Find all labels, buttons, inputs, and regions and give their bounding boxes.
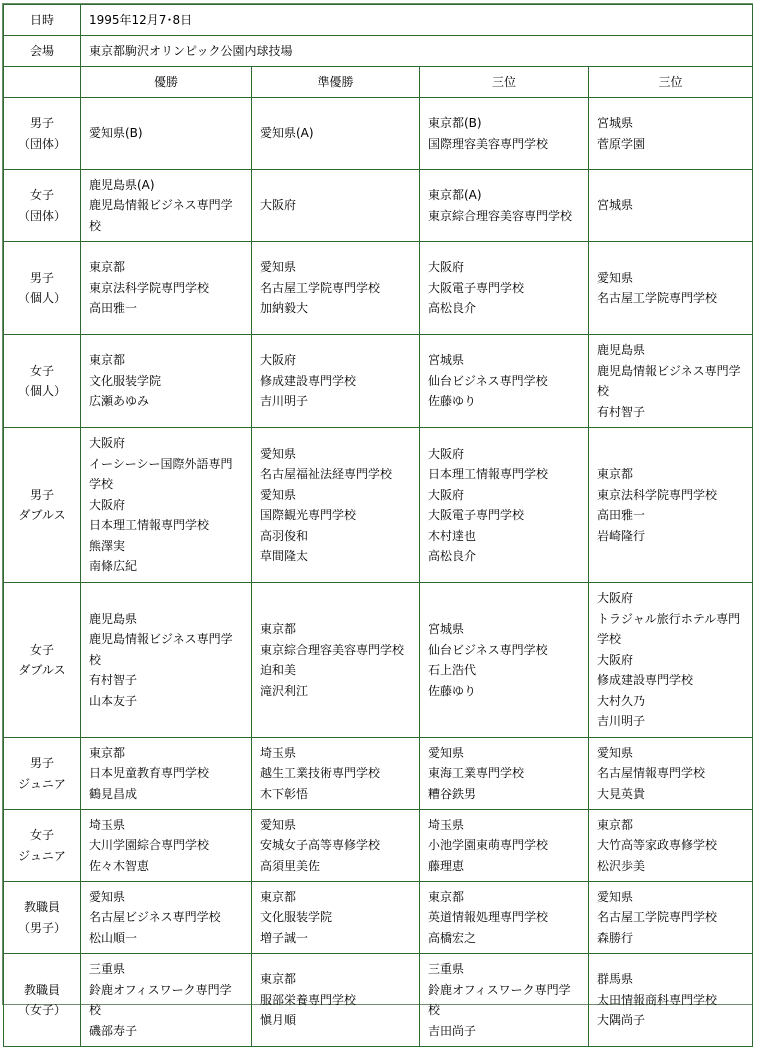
result-cell-winner — [81, 170, 252, 242]
category-label — [4, 170, 81, 242]
result-line: 小池学園東萌専門学校 — [428, 838, 549, 853]
result-cell-third-a — [420, 810, 589, 882]
result-line: 広瀬あゆみ — [89, 394, 150, 409]
result-line: 佐々木智恵 — [89, 858, 150, 873]
result-line: 山本友子 — [89, 693, 138, 708]
result-cell-third-b — [589, 738, 753, 810]
category-label-line: 男子 — [29, 756, 54, 770]
category-label-line: （女子） — [17, 1003, 66, 1017]
result-line: 岩崎隆行 — [597, 528, 646, 543]
result-line: 宮城県 — [428, 353, 465, 368]
result-line: 大村久乃 — [597, 693, 646, 708]
result-line: 宮城県 — [597, 116, 634, 130]
result-cell-third-a — [420, 98, 589, 170]
result-line: 磯部寿子 — [89, 1023, 138, 1038]
result-row — [4, 583, 753, 738]
result-line: 熊澤実 — [89, 538, 126, 553]
category-label-line: 教職員 — [23, 900, 60, 914]
category-label-line: 男子 — [29, 116, 54, 130]
result-row — [4, 242, 753, 335]
result-line: 鈴鹿オフィスワーク専門学校 — [89, 982, 232, 1017]
result-cell-third-b — [589, 882, 753, 954]
result-line: 藤理恵 — [428, 858, 465, 873]
venue-row — [4, 36, 753, 67]
result-line: 東京都 — [260, 972, 297, 987]
result-line: 高松良介 — [428, 301, 477, 316]
result-line: 愛知県 — [89, 889, 126, 904]
result-line: 大阪府 — [89, 436, 126, 451]
result-line: 石上浩代 — [428, 663, 477, 677]
result-cell-runner-up — [252, 954, 420, 1047]
result-line: 高羽俊和 — [260, 528, 309, 543]
result-line: 東京綜合理容美容専門学校 — [428, 208, 573, 223]
category-label-line: ダブルス — [18, 508, 66, 522]
result-line: 日本理工情報専門学校 — [428, 467, 549, 481]
category-label — [4, 738, 81, 810]
result-line: 佐藤ゆり — [428, 394, 477, 409]
category-label-line: 女子 — [29, 642, 54, 657]
result-line: 木下彰悟 — [260, 786, 309, 801]
result-line: 高橋宏之 — [428, 930, 477, 945]
result-cell-third-b — [589, 242, 753, 335]
result-cell-runner-up — [252, 335, 420, 428]
result-cell-runner-up — [252, 98, 420, 170]
result-line: 大阪府 — [428, 260, 465, 275]
result-line: 大阪府 — [428, 487, 465, 502]
result-line: 大川学園綜合専門学校 — [89, 838, 210, 853]
result-line: 埼玉県 — [89, 817, 126, 832]
result-line: 東京綜合理容美容専門学校 — [260, 642, 405, 657]
category-label-line: ダブルス — [18, 663, 66, 677]
result-line: 東京都 — [428, 889, 465, 904]
result-line: 大阪府 — [428, 446, 465, 461]
result-cell-winner — [81, 98, 252, 170]
result-line: 日本理工情報専門学校 — [89, 518, 210, 533]
result-line: 東京都 — [89, 260, 126, 275]
result-line: 吉川明子 — [260, 394, 309, 409]
venue-value: 東京都駒沢オリンピック公園内球技場 — [81, 36, 753, 67]
category-label — [4, 335, 81, 428]
category-label-line: 女子 — [29, 363, 54, 378]
result-line: 鈴鹿オフィスワーク専門学校 — [428, 982, 571, 1017]
result-line: 愛知県 — [597, 889, 634, 904]
date-row — [4, 5, 753, 36]
result-line: 文化服装学院 — [260, 910, 333, 925]
result-row — [4, 428, 753, 583]
result-cell-third-a — [420, 335, 589, 428]
result-line: 糟谷鉄男 — [428, 786, 477, 801]
result-line: 太田情報商科専門学校 — [597, 992, 718, 1007]
category-label-line: （個人） — [17, 384, 66, 398]
result-cell-winner — [81, 335, 252, 428]
result-line: 愛知県 — [260, 260, 297, 275]
result-line: 滝沢利江 — [260, 683, 309, 698]
result-line: 東京都 — [597, 817, 634, 832]
result-cell-runner-up — [252, 882, 420, 954]
result-row — [4, 810, 753, 882]
result-cell-third-a — [420, 583, 589, 738]
result-line: 国際理容美容専門学校 — [428, 136, 549, 151]
header-third-b: 三位 — [589, 67, 753, 98]
result-row — [4, 335, 753, 428]
category-label-line: ジュニア — [18, 848, 66, 863]
result-line: 高田雅一 — [597, 508, 646, 522]
category-label-line: 男子 — [29, 487, 54, 502]
result-cell-third-a — [420, 882, 589, 954]
result-line: 服部栄養専門学校 — [260, 992, 357, 1007]
result-line: 仙台ビジネス専門学校 — [428, 642, 548, 657]
result-line: 高松良介 — [428, 549, 477, 563]
result-cell-winner — [81, 428, 252, 583]
result-cell-runner-up — [252, 170, 420, 242]
result-line: 大竹高等家政専修学校 — [597, 838, 718, 853]
category-label-line: ジュニア — [18, 776, 66, 791]
category-label-line: 女子 — [29, 828, 54, 842]
category-label — [4, 882, 81, 954]
result-line: 東京都(A) — [428, 188, 482, 202]
result-line: 東京都 — [260, 889, 297, 904]
result-cell-third-a — [420, 170, 589, 242]
result-line: 大阪府 — [597, 652, 634, 667]
result-line: 大隅尚子 — [597, 1013, 646, 1028]
result-cell-third-b — [589, 954, 753, 1047]
category-label-line: （個人） — [17, 291, 66, 305]
result-cell-runner-up — [252, 810, 420, 882]
category-label-line: 男子 — [29, 270, 54, 285]
result-line: 森勝行 — [597, 930, 634, 945]
result-line: 安城女子高等専修学校 — [260, 838, 381, 853]
result-line: 埼玉県 — [260, 745, 297, 760]
result-line: 文化服装学院 — [89, 373, 162, 388]
result-line: 修成建設専門学校 — [597, 673, 694, 688]
date-value: 1995年12月7･8日 — [81, 5, 753, 36]
header-winner: 優勝 — [81, 67, 252, 98]
result-line: 名古屋工学院専門学校 — [597, 910, 718, 925]
result-line: 鶴見昌成 — [89, 786, 138, 801]
result-cell-third-a — [420, 954, 589, 1047]
result-line: 大阪府 — [597, 591, 634, 606]
category-label-line: （団体） — [17, 208, 66, 223]
result-line: 鹿児島県 — [89, 611, 138, 626]
result-cell-winner — [81, 954, 252, 1047]
result-line: 鹿児島情報ビジネス専門学校 — [597, 363, 741, 398]
category-label — [4, 810, 81, 882]
result-cell-third-b — [589, 98, 753, 170]
result-line: 東京都 — [89, 353, 126, 368]
result-line: 仙台ビジネス専門学校 — [428, 373, 548, 388]
result-row — [4, 98, 753, 170]
result-line: 愛知県 — [428, 745, 465, 760]
result-line: 大阪電子専門学校 — [428, 508, 525, 522]
column-header-row — [4, 67, 753, 98]
category-label — [4, 583, 81, 738]
result-line: 鹿児島県 — [597, 343, 646, 357]
result-line: 菅原学園 — [597, 136, 646, 151]
result-line: 群馬県 — [597, 972, 634, 987]
result-line: 名古屋工学院専門学校 — [260, 280, 381, 295]
header-empty-cell — [4, 67, 81, 98]
result-line: 東京都 — [89, 745, 126, 760]
result-line: 愛知県 — [260, 817, 297, 832]
result-line: 愛知県(A) — [260, 126, 314, 141]
result-line: 高須里美佐 — [260, 858, 321, 873]
result-line: 国際観光専門学校 — [260, 508, 357, 522]
category-label-line: 女子 — [29, 188, 54, 202]
result-cell-runner-up — [252, 242, 420, 335]
result-cell-third-b — [589, 810, 753, 882]
result-line: 名古屋福祉法経専門学校 — [260, 467, 393, 481]
result-line: 松山順一 — [89, 930, 138, 945]
result-line: 東京法科学院専門学校 — [597, 487, 718, 502]
result-line: 三重県 — [428, 962, 465, 976]
category-label-line: （団体） — [17, 136, 66, 151]
result-cell-winner — [81, 810, 252, 882]
result-line: 東京都 — [597, 467, 634, 481]
result-row — [4, 738, 753, 810]
result-row — [4, 882, 753, 954]
result-cell-third-b — [589, 335, 753, 428]
result-line: 大阪府 — [89, 497, 126, 512]
result-line: 有村智子 — [89, 673, 138, 688]
header-runner-up: 準優勝 — [252, 67, 420, 98]
category-label — [4, 98, 81, 170]
result-line: 三重県 — [89, 962, 126, 976]
result-line: 埼玉県 — [428, 817, 465, 832]
result-line: 愛知県(B) — [89, 126, 143, 141]
venue-label: 会場 — [4, 36, 81, 67]
result-line: 佐藤ゆり — [428, 683, 477, 698]
result-line: 鹿児島県(A) — [89, 177, 155, 192]
result-cell-third-a — [420, 738, 589, 810]
result-line: 東京法科学院専門学校 — [89, 280, 210, 295]
result-line: 愼月順 — [260, 1013, 297, 1028]
result-cell-winner — [81, 882, 252, 954]
result-line: 宮城県 — [428, 622, 465, 636]
result-line: 加納毅大 — [260, 301, 309, 316]
result-line: トラジャル旅行ホテル専門学校 — [597, 611, 741, 647]
result-line: 宮城県 — [597, 198, 634, 213]
result-line: 吉田尚子 — [428, 1023, 477, 1038]
result-cell-winner — [81, 738, 252, 810]
category-label-line: （男子） — [17, 920, 66, 935]
results-frame — [2, 3, 753, 1038]
result-line: 日本児童教育専門学校 — [89, 766, 210, 781]
result-line: 愛知県 — [260, 446, 297, 461]
result-line: 草間隆太 — [260, 549, 309, 563]
tournament-results-table — [3, 4, 753, 1047]
result-line: 迫和美 — [260, 663, 297, 677]
result-line: 名古屋ビジネス専門学校 — [89, 910, 221, 925]
result-cell-third-b — [589, 583, 753, 738]
result-line: 名古屋情報専門学校 — [597, 766, 706, 781]
result-row — [4, 170, 753, 242]
result-cell-winner — [81, 242, 252, 335]
result-line: 越生工業技術専門学校 — [260, 766, 381, 781]
result-line: 東海工業専門学校 — [428, 766, 525, 781]
result-line: 修成建設専門学校 — [260, 373, 357, 388]
result-cell-runner-up — [252, 428, 420, 583]
result-line: 大阪府 — [260, 198, 297, 213]
category-label — [4, 242, 81, 335]
result-line: イーシーシー国際外語専門学校 — [89, 456, 233, 492]
date-label: 日時 — [4, 5, 81, 36]
result-cell-runner-up — [252, 738, 420, 810]
result-line: 吉川明子 — [597, 714, 646, 729]
result-line: 名古屋工学院専門学校 — [597, 291, 718, 305]
result-line: 鹿児島情報ビジネス専門学校 — [89, 198, 233, 233]
result-line: 大阪府 — [260, 353, 297, 368]
result-cell-runner-up — [252, 583, 420, 738]
result-line: 大見英貴 — [597, 786, 646, 801]
result-cell-winner — [81, 583, 252, 738]
category-label — [4, 428, 81, 583]
category-label-line: 教職員 — [23, 982, 60, 997]
header-third-a: 三位 — [420, 67, 589, 98]
result-line: 鹿児島情報ビジネス専門学校 — [89, 632, 233, 667]
result-row — [4, 954, 753, 1047]
result-line: 増子誠一 — [260, 930, 309, 945]
result-line: 木村達也 — [428, 528, 477, 543]
result-line: 松沢歩美 — [597, 858, 646, 873]
result-line: 有村智子 — [597, 404, 646, 419]
result-line: 高田雅一 — [89, 301, 138, 316]
result-line: 大阪電子専門学校 — [428, 280, 525, 295]
result-line: 愛知県 — [597, 270, 634, 285]
result-line: 東京都 — [260, 622, 297, 636]
result-cell-third-a — [420, 428, 589, 583]
result-line: 愛知県 — [597, 745, 634, 760]
result-cell-third-b — [589, 428, 753, 583]
result-line: 英道情報処理専門学校 — [428, 910, 549, 925]
result-line: 愛知県 — [260, 487, 297, 502]
result-line: 南條広紀 — [89, 559, 138, 574]
result-line: 東京都(B) — [428, 116, 482, 130]
result-cell-third-b — [589, 170, 753, 242]
result-cell-third-a — [420, 242, 589, 335]
results-table-body — [4, 5, 753, 1047]
category-label — [4, 954, 81, 1047]
